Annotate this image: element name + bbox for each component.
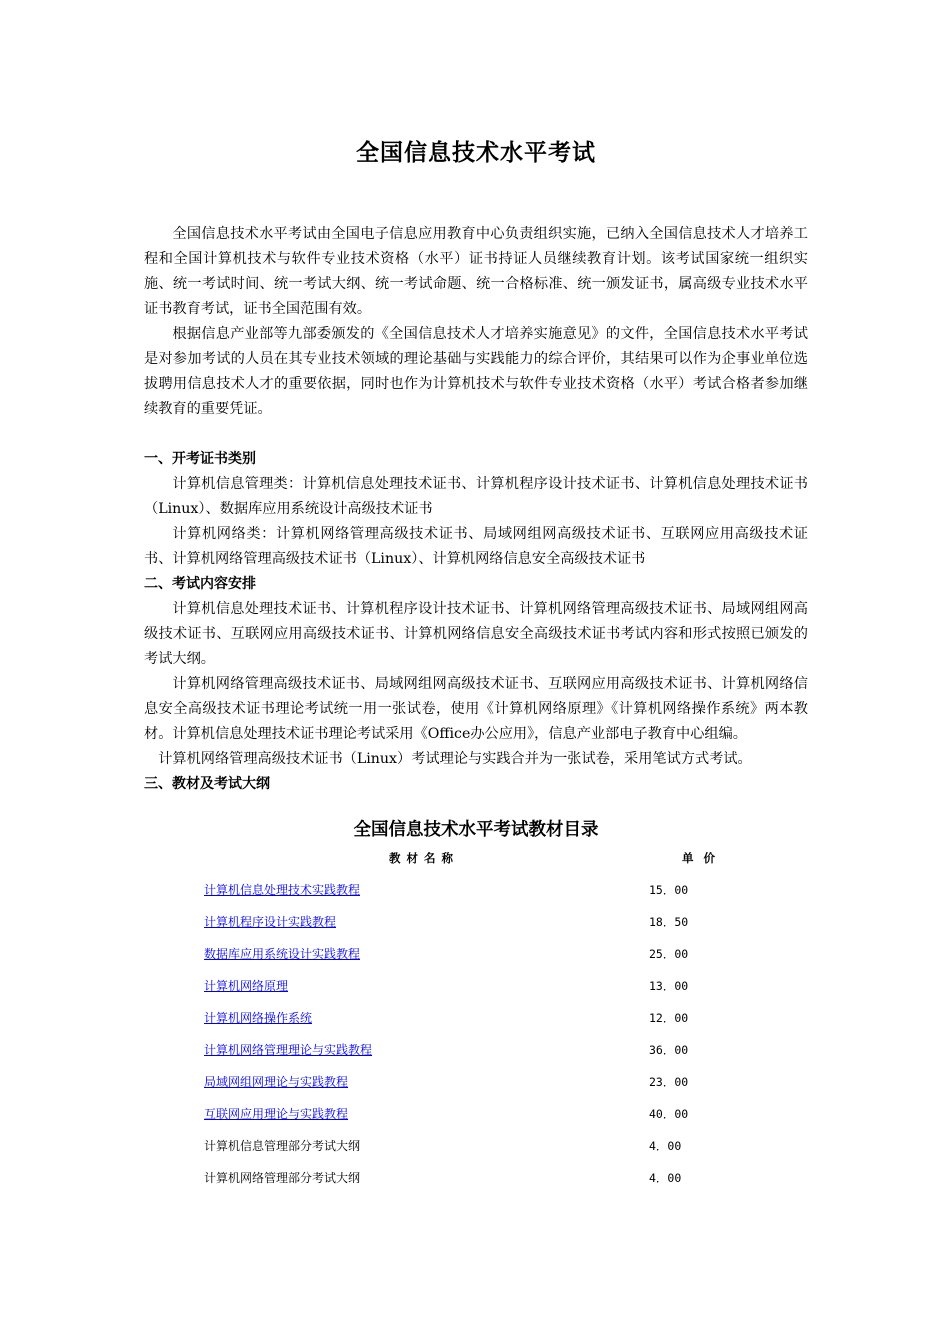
textbook-price: 36．00 — [649, 1043, 689, 1057]
textbook-price: 40．00 — [649, 1107, 689, 1121]
table-row — [144, 1002, 808, 1034]
section-paragraph: 计算机网络管理高级技术证书、局域网组网高级技术证书、互联网应用高级技术证书、计算机网络信息安全高级技术证书理论考试统一用一张试卷，使用《计算机网络原理》《计算机网络操作系统》两本教材。计算机信息处理技术证书理论考试采用《Office办公应用》，信息产业部电子教育中心组编。 — [144, 676, 808, 742]
table-row — [144, 970, 808, 1002]
section-heading: 二、考试内容安排 — [144, 576, 256, 592]
textbook-price: 18．50 — [649, 915, 689, 929]
textbook-link[interactable]: 计算机信息处理技术实践教程 — [204, 883, 361, 897]
page-title: 全国信息技术水平考试 — [356, 140, 596, 166]
table-row — [144, 874, 808, 906]
table-row — [144, 1034, 808, 1066]
intro-paragraph: 全国信息技术水平考试由全国电子信息应用教育中心负责组织实施，已纳入全国信息技术人才培养工程和全国计算机技术与软件专业技术资格（水平）证书持证人员继续教育计划。该考试国家统一组织实施、统一考试时间、统一考试大纲、统一考试命题、统一合格标准、统一颁发证书，属高级专业技术水平证书教育考试，证书全国范围有效。 — [144, 226, 808, 317]
document-body — [144, 222, 808, 797]
intro-paragraph: 根据信息产业部等九部委颁发的《全国信息技术人才培养实施意见》的文件，全国信息技术水平考试是对参加考试的人员在其专业技术领域的理论基础与实践能力的综合评价，其结果可以作为企事业单位选拔聘用信息技术人才的重要依据，同时也作为计算机技术与软件专业技术资格（水平）考试合格者参加继续教育的重要凭证。 — [144, 326, 808, 417]
section-note: 计算机网络管理高级技术证书（Linux）考试理论与实践合并为一张试卷，采用笔试方式考试。 — [158, 751, 752, 767]
table-row — [144, 1066, 808, 1098]
textbook-price: 23．00 — [649, 1075, 689, 1089]
column-header-name: 教材名称 — [389, 851, 459, 865]
table-row — [144, 1098, 808, 1130]
textbook-price: 4．00 — [649, 1139, 682, 1153]
textbook-price: 25．00 — [649, 947, 689, 961]
textbook-price: 13．00 — [649, 979, 689, 993]
table-row — [144, 1130, 808, 1162]
textbook-link[interactable]: 计算机程序设计实践教程 — [204, 915, 337, 929]
section-heading: 三、教材及考试大纲 — [144, 776, 270, 792]
section-heading: 一、开考证书类别 — [144, 451, 256, 467]
table-row — [144, 938, 808, 970]
textbook-link[interactable]: 局域网组网理论与实践教程 — [204, 1075, 349, 1089]
textbook-link[interactable]: 计算机网络管理理论与实践教程 — [204, 1043, 373, 1057]
column-header-price: 单价 — [682, 851, 725, 865]
table-title: 全国信息技术水平考试教材目录 — [353, 820, 599, 840]
textbook-name: 计算机网络管理部分考试大纲 — [204, 1171, 361, 1185]
textbook-link[interactable]: 数据库应用系统设计实践教程 — [204, 947, 361, 961]
section-paragraph: 计算机网络类：计算机网络管理高级技术证书、局域网组网高级技术证书、互联网应用高级技术证书、计算机网络管理高级技术证书（Linux）、计算机网络信息安全高级技术证书 — [144, 526, 808, 567]
textbook-link[interactable]: 计算机网络原理 — [204, 979, 289, 993]
table-row — [144, 1162, 808, 1194]
textbook-name: 计算机信息管理部分考试大纲 — [204, 1139, 361, 1153]
textbook-price: 4．00 — [649, 1171, 682, 1185]
section-paragraph: 计算机信息管理类：计算机信息处理技术证书、计算机程序设计技术证书、计算机信息处理技术证书（Linux）、数据库应用系统设计高级技术证书 — [144, 476, 808, 517]
textbook-link[interactable]: 互联网应用理论与实践教程 — [204, 1107, 349, 1121]
textbook-price: 12．00 — [649, 1011, 689, 1025]
textbook-link[interactable]: 计算机网络操作系统 — [204, 1011, 313, 1025]
textbook-list — [144, 874, 808, 1194]
textbook-price: 15．00 — [649, 883, 689, 897]
table-header — [144, 850, 808, 868]
section-paragraph: 计算机信息处理技术证书、计算机程序设计技术证书、计算机网络管理高级技术证书、局域网组网高级技术证书、互联网应用高级技术证书、计算机网络信息安全高级技术证书考试内容和形式按照已颁发的考试大纲。 — [144, 601, 808, 667]
table-row — [144, 906, 808, 938]
